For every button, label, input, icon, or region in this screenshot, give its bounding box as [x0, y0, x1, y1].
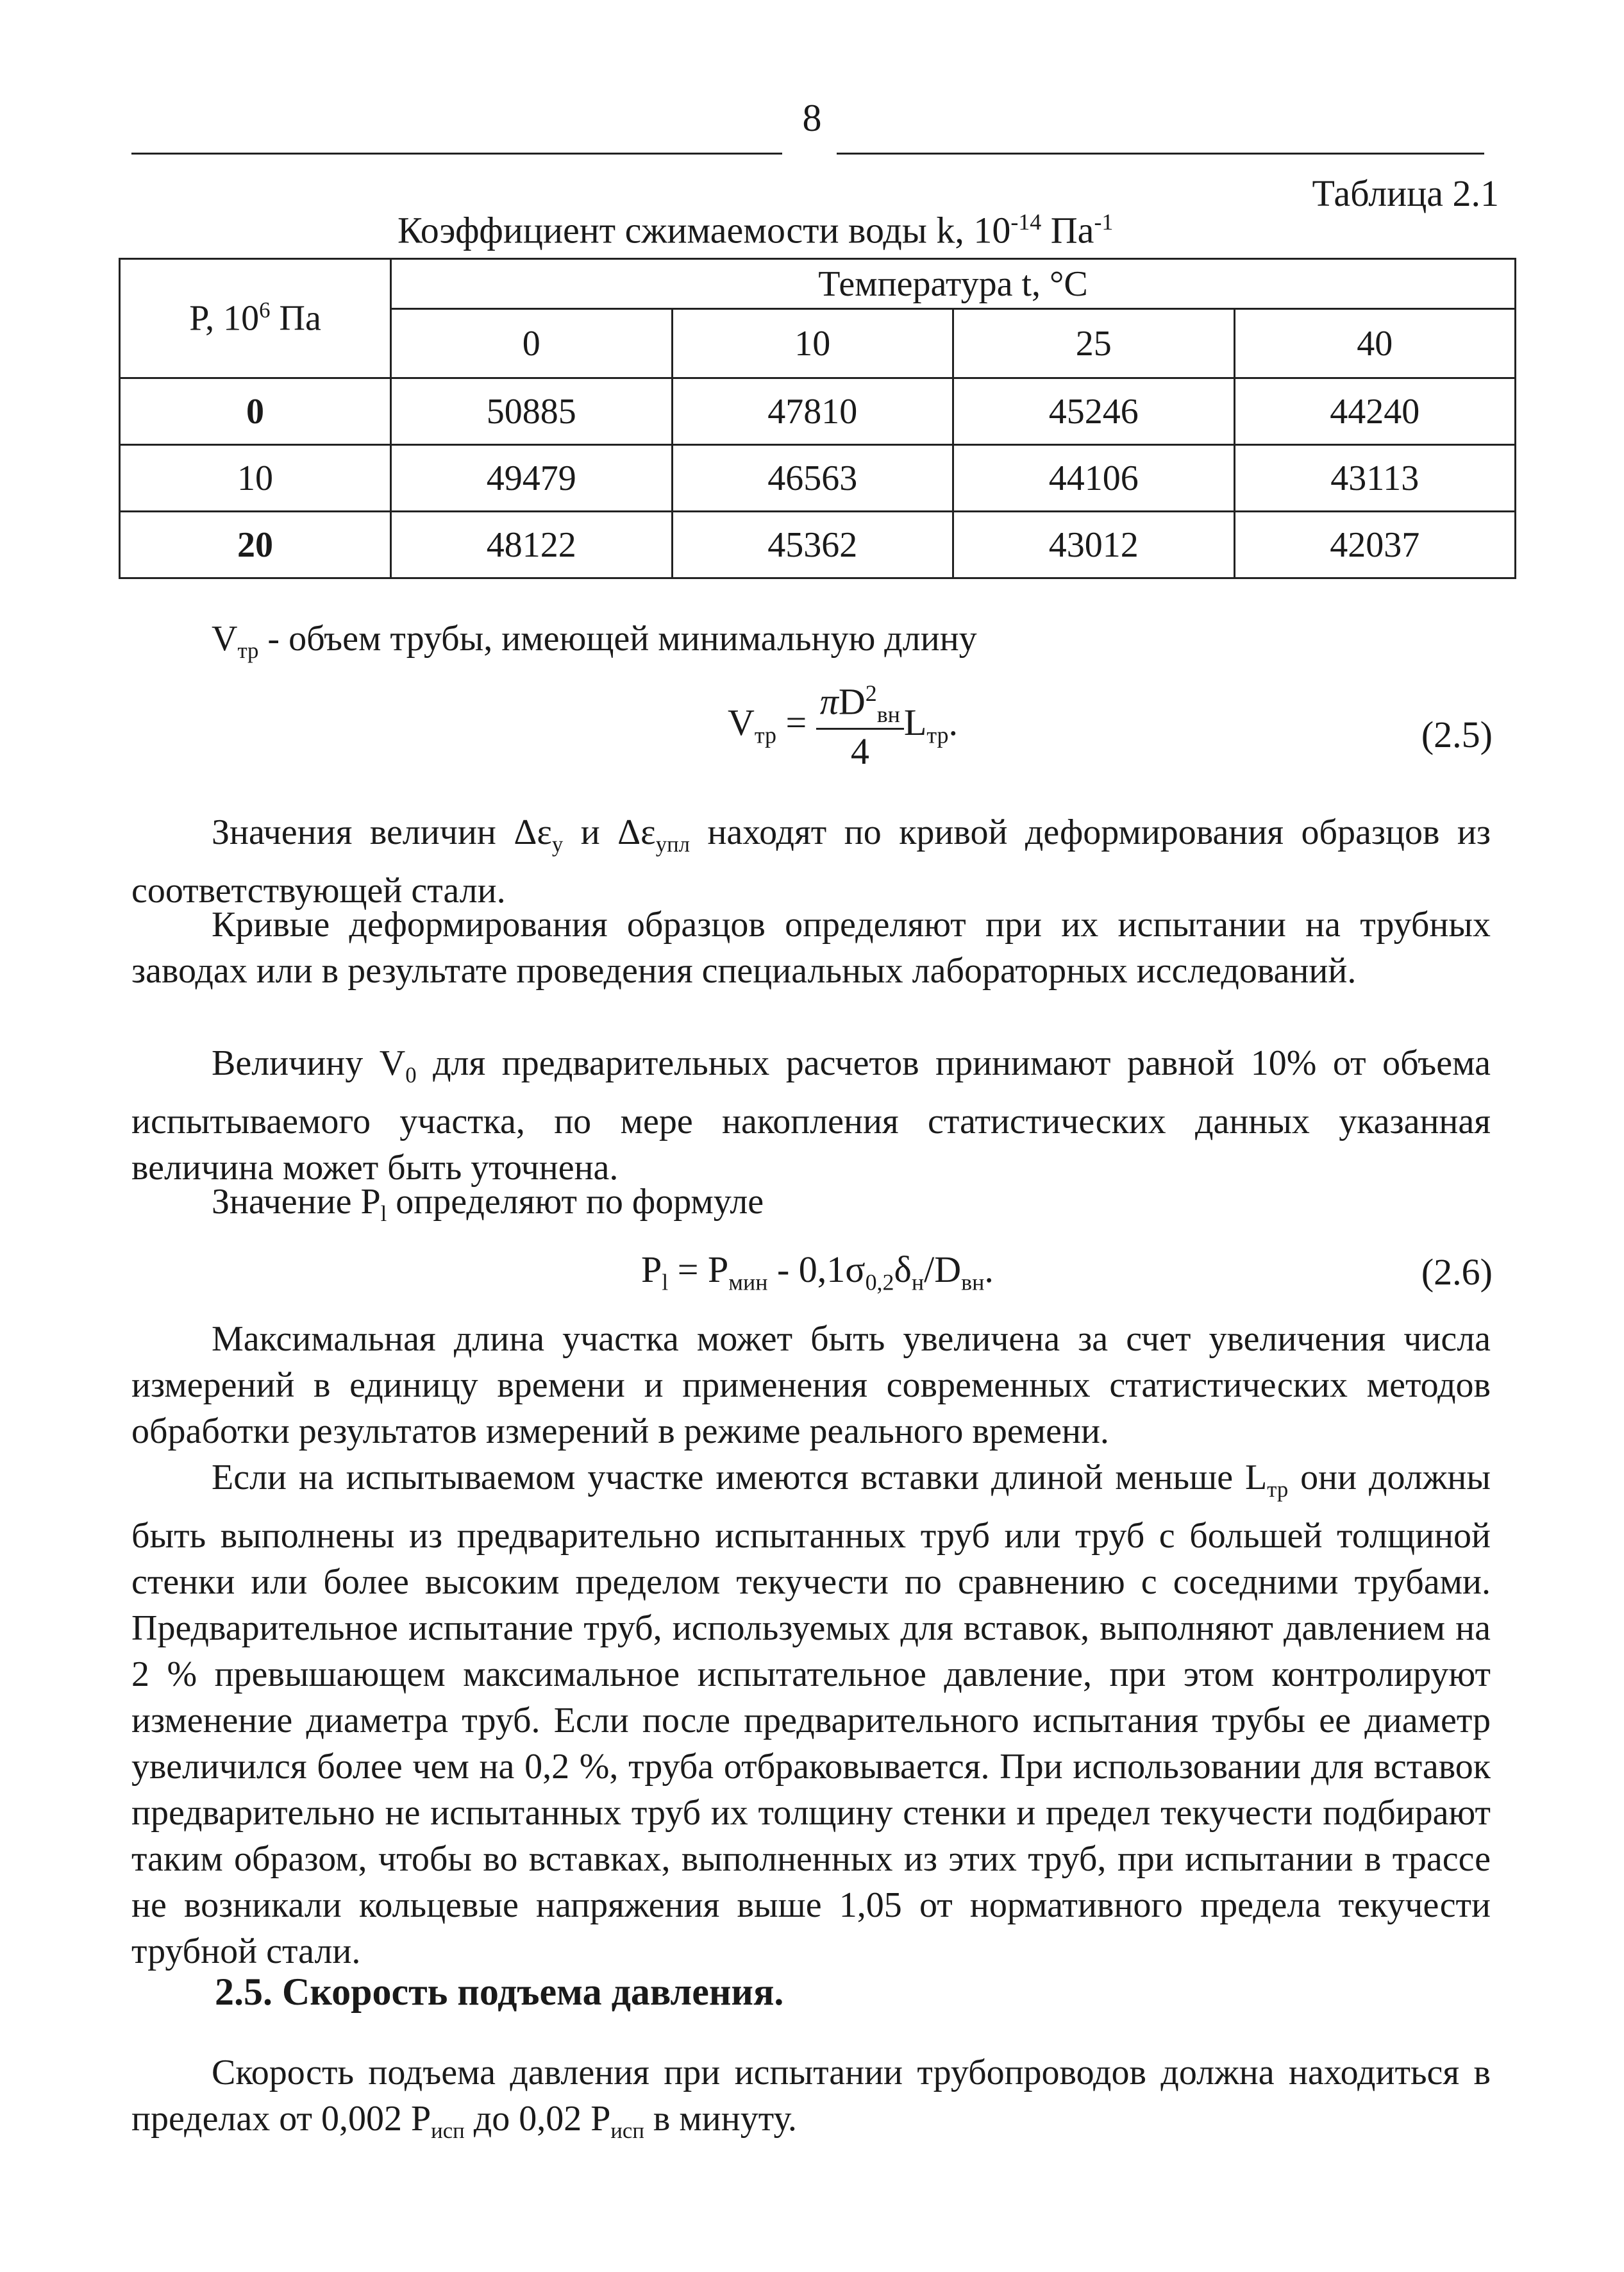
pressure-cell: 10 — [120, 445, 391, 512]
temperature-group-header: Температура t, °C — [391, 259, 1516, 309]
formula-2-6: $P_l = P_{мин} - 0,1\sigma_{0,2}\delta_н/D_{вн}$. — [641, 1249, 994, 1295]
table-cell: 44106 — [953, 445, 1235, 512]
pressure-cell: 0 — [120, 378, 391, 445]
paragraph-max-length: Максимальная длина участка может быть увеличена за счет увеличения числа измерений в единицу времени и применения современных статистических методов обработки результатов измерений в режиме реального времени. — [131, 1319, 1491, 1451]
equation-number-2-5: (2.5) — [1421, 714, 1493, 755]
header-rule-right — [837, 153, 1484, 155]
table-cell: 44240 — [1234, 378, 1516, 445]
paragraph-pl-intro: Значение $P_l$ определяют по формуле — [212, 1182, 764, 1227]
table-cell: 42037 — [1234, 512, 1516, 578]
table-cell: 45246 — [953, 378, 1235, 445]
vtr-description: $V_{тр}$ - объем трубы, имеющей минимальную длину — [212, 619, 977, 664]
table-row — [120, 512, 1516, 578]
formula-2-5: $V_{тр}$ = $\frac{\pi D^2_{вн}}{4}$ $L_{тр}$. — [728, 680, 958, 772]
formula-2-5-fraction: $\frac{\pi D^2_{вн}}{4}$ — [816, 680, 904, 773]
pressure-cell: 20 — [120, 512, 391, 578]
table-cell: 46563 — [672, 445, 953, 512]
table-cell: 48122 — [391, 512, 673, 578]
table-row — [120, 445, 1516, 512]
column-header: 25 — [953, 309, 1235, 378]
table-cell: 43012 — [953, 512, 1235, 578]
table-cell: 45362 — [672, 512, 953, 578]
column-header: 40 — [1234, 309, 1516, 378]
paragraph-inserts: Если на испытываемом участке имеются вставки длиной меньше $L_{тр}$ они должны быть выполнены из предварительно испытанных труб или труб с большей толщиной стенки или более высоким пределом текучести по сравнению с соседними трубами. Предварительное испытание труб, используемых для вставок, выполняют давлением на 2 % превышающем максимальное испытательное давление, при этом контролируют изменение диаметра труб. Если после предварительного испытания трубы ее диаметр увеличился более чем на 0,2 %, труба отбраковывается. При использовании для вставок предварительно не испытанных труб их толщину стенки и предел текучести подбирают таким образом, чтобы во вставках, выполненных из этих труб, при испытании в трассе не возникали кольцевые напряжения выше 1,05 от нормативного предела текучести трубной стали. — [131, 1458, 1491, 1972]
table-label: Таблица 2.1 — [1312, 173, 1499, 214]
column-header: 0 — [391, 309, 673, 378]
table-cell: 43113 — [1234, 445, 1516, 512]
paragraph-deformation-curves: Кривые деформирования образцов определяют при их испытании на трубных заводах или в результате проведения специальных лабораторных исследований. — [131, 905, 1491, 991]
table-cell: 47810 — [672, 378, 953, 445]
compressibility-table — [119, 258, 1516, 579]
column-header: 10 — [672, 309, 953, 378]
header-rule-left — [131, 153, 782, 155]
table-cell: 50885 — [391, 378, 673, 445]
table-cell: 49479 — [391, 445, 673, 512]
paragraph-deformation-values: Значения величин $\Delta\varepsilon_у$ и $\Delta\varepsilon_{упл}$ находят по кривой деформирования образцов из соответствующей стали. — [131, 812, 1491, 911]
table-row — [120, 378, 1516, 445]
table-caption: Коэффициент сжимаемости воды k, $10^{-14}$ $Па^{-1}$ — [398, 209, 1114, 251]
paragraph-pressure-rate: Скорость подъема давления при испытании трубопроводов должна находиться в пределах от 0,002 $P_{исп}$ до 0,02 $P_{исп}$ в минуту. — [131, 2053, 1491, 2144]
page-number: 8 — [802, 97, 822, 139]
row-header-cell: P, $10^6$ Па — [120, 259, 391, 378]
equation-number-2-6: (2.6) — [1421, 1251, 1493, 1293]
section-heading: 2.5. Скорость подъема давления. — [215, 1971, 784, 2013]
paragraph-v0: Величину $V_0$ для предварительных расчетов принимают равной 10% от объема испытываемого участка, по мере накопления статистических данных указанная величина может быть уточнена. — [131, 1043, 1491, 1188]
